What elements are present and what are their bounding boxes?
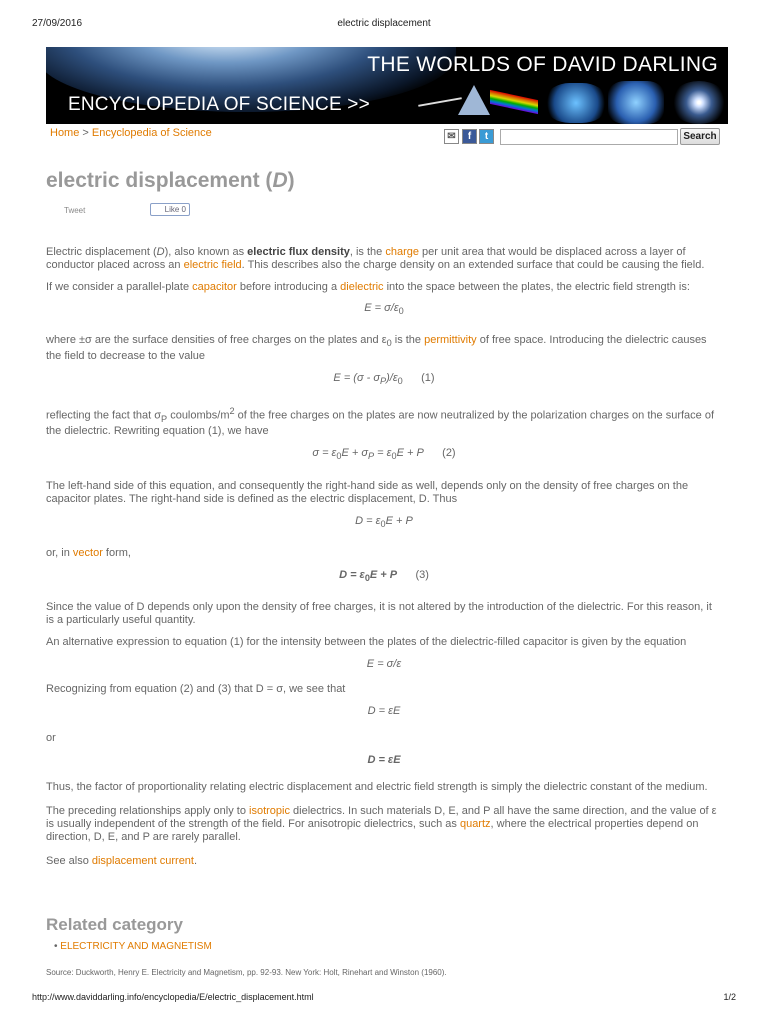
encyclopedia-link[interactable]: ENCYCLOPEDIA OF SCIENCE >> xyxy=(68,94,370,115)
paragraph: If we consider a parallel-plate capacitor before introducing a dielectric into the space between the plates, the electric field strength is: xyxy=(46,281,690,293)
paragraph: Electric displacement (D), also known as electric flux density, is the charge per unit area that would be displaced across a layer of conductor placed across an electric field. This describes also the charge density on an extended surface that could be causing the field. xyxy=(46,246,705,271)
bullet: • xyxy=(54,941,61,952)
article-body xyxy=(46,246,722,868)
paragraph: reflecting the fact that $\sigma_P$ coulombs/$m^2$ of the free charges on the plates are now neutralized by the polarization charges on the surface of the dielectric. Rewriting equation (1), we have xyxy=(46,405,715,438)
mail-icon[interactable]: ✉ xyxy=(444,129,459,144)
related-item[interactable] xyxy=(54,941,212,952)
quartz-link[interactable]: quartz xyxy=(459,817,491,830)
equation: $D = \varepsilon_0E + P$ (3) xyxy=(339,568,429,583)
permittivity-link[interactable]: permittivity xyxy=(424,334,477,347)
spectrum-image xyxy=(490,90,538,114)
science-image-1 xyxy=(546,83,606,123)
source-citation: Source: Duckworth, Henry E. Electricity and Magnetism, pp. 92-93. New York: Holt, Rinehart and Winston (1960). xyxy=(46,968,447,977)
page-title: electric displacement (D) xyxy=(46,169,295,192)
twitter-icon[interactable]: t xyxy=(479,129,494,144)
site-banner[interactable] xyxy=(46,47,728,124)
breadcrumb-home-link[interactable]: Home xyxy=(50,127,80,139)
paragraph: The left-hand side of this equation, and consequently the right-hand side as well, depends only on the density of free charges on the capacitor plates. The right-hand side is defined as the electric displacement, D. Thus xyxy=(46,479,689,505)
capacitor-link[interactable]: capacitor xyxy=(192,281,237,293)
paragraph: Recognizing from equation (2) and (3) that D = σ, we see that xyxy=(46,682,346,695)
breadcrumb xyxy=(50,127,212,139)
paragraph: where ±σ are the surface densities of free charges on the plates and $\varepsilon_0$ is the permittivity of free space. Introducing the dielectric causes the field to decrease to the value xyxy=(46,334,707,363)
related-heading: Related category xyxy=(46,915,183,934)
equation: D = εE xyxy=(367,753,401,766)
light-beam-image xyxy=(418,97,462,107)
related-link[interactable]: ELECTRICITY AND MAGNETISM xyxy=(60,941,212,952)
electric-field-link[interactable]: electric field xyxy=(183,259,242,271)
equation: $E = \sigma/\varepsilon_0$ xyxy=(364,302,404,317)
equation: E = σ/ε xyxy=(366,657,402,670)
print-title: electric displacement xyxy=(337,18,431,29)
tweet-button[interactable]: Tweet xyxy=(64,206,86,215)
print-url: http://www.daviddarling.info/encyclopedia/E/electric_displacement.html xyxy=(32,992,314,1002)
paragraph: or xyxy=(46,731,56,744)
print-date: 27/09/2016 xyxy=(32,18,83,29)
site-title: THE WORLDS OF DAVID DARLING xyxy=(367,53,718,76)
displacement-current-link[interactable]: displacement current xyxy=(91,854,194,867)
paragraph: Thus, the factor of proportionality relating electric displacement and electric field strength is simply the dielectric constant of the medium. xyxy=(46,780,708,793)
dielectric-link[interactable]: dielectric xyxy=(340,281,384,293)
vector-link[interactable]: vector xyxy=(72,546,103,559)
search-input[interactable] xyxy=(500,129,678,145)
paragraph: The preceding relationships apply only to isotropic dielectrics. In such materials D, E, and P all have the same direction, and the value of ε is usually independent of the strength of the field. For anisotropic dielectrics, such as quartz, where the electrical properties depend on direction, D, E, and P are rarely parallel. xyxy=(46,804,717,843)
equation: $D = \varepsilon_0E + P$ xyxy=(355,514,413,529)
science-image-2 xyxy=(608,81,664,124)
facebook-icon[interactable]: f xyxy=(462,129,477,144)
search-button[interactable]: Search xyxy=(680,128,720,145)
breadcrumb-section-link[interactable]: Encyclopedia of Science xyxy=(91,127,212,139)
paragraph: or, in vector form, xyxy=(46,546,131,559)
paragraph: An alternative expression to equation (1) for the intensity between the plates of the dielectric-filled capacitor is given by the equation xyxy=(46,635,687,648)
equation: $E = (\sigma - \sigma_P)/\varepsilon_0$ (1) xyxy=(333,372,435,387)
isotropic-link[interactable]: isotropic xyxy=(249,804,290,817)
charge-link[interactable]: charge xyxy=(385,246,419,258)
galaxy-image xyxy=(670,81,728,124)
breadcrumb-separator: > xyxy=(79,127,92,139)
paragraph: Since the value of D depends only upon the density of free charges, it is not altered by the introduction of the dielectric. For this reason, it is a particularly useful quantity. xyxy=(46,600,712,626)
equation: D = εE xyxy=(367,704,401,717)
equation: $\sigma = \varepsilon_0E + \sigma_P = \varepsilon_0E + P$ (2) xyxy=(312,447,456,462)
paragraph: See also displacement current. xyxy=(46,854,198,867)
page-number: 1/2 xyxy=(723,992,736,1002)
banner-images xyxy=(418,81,728,124)
like-button[interactable]: Like 0 xyxy=(150,203,190,216)
prism-image xyxy=(458,85,490,115)
